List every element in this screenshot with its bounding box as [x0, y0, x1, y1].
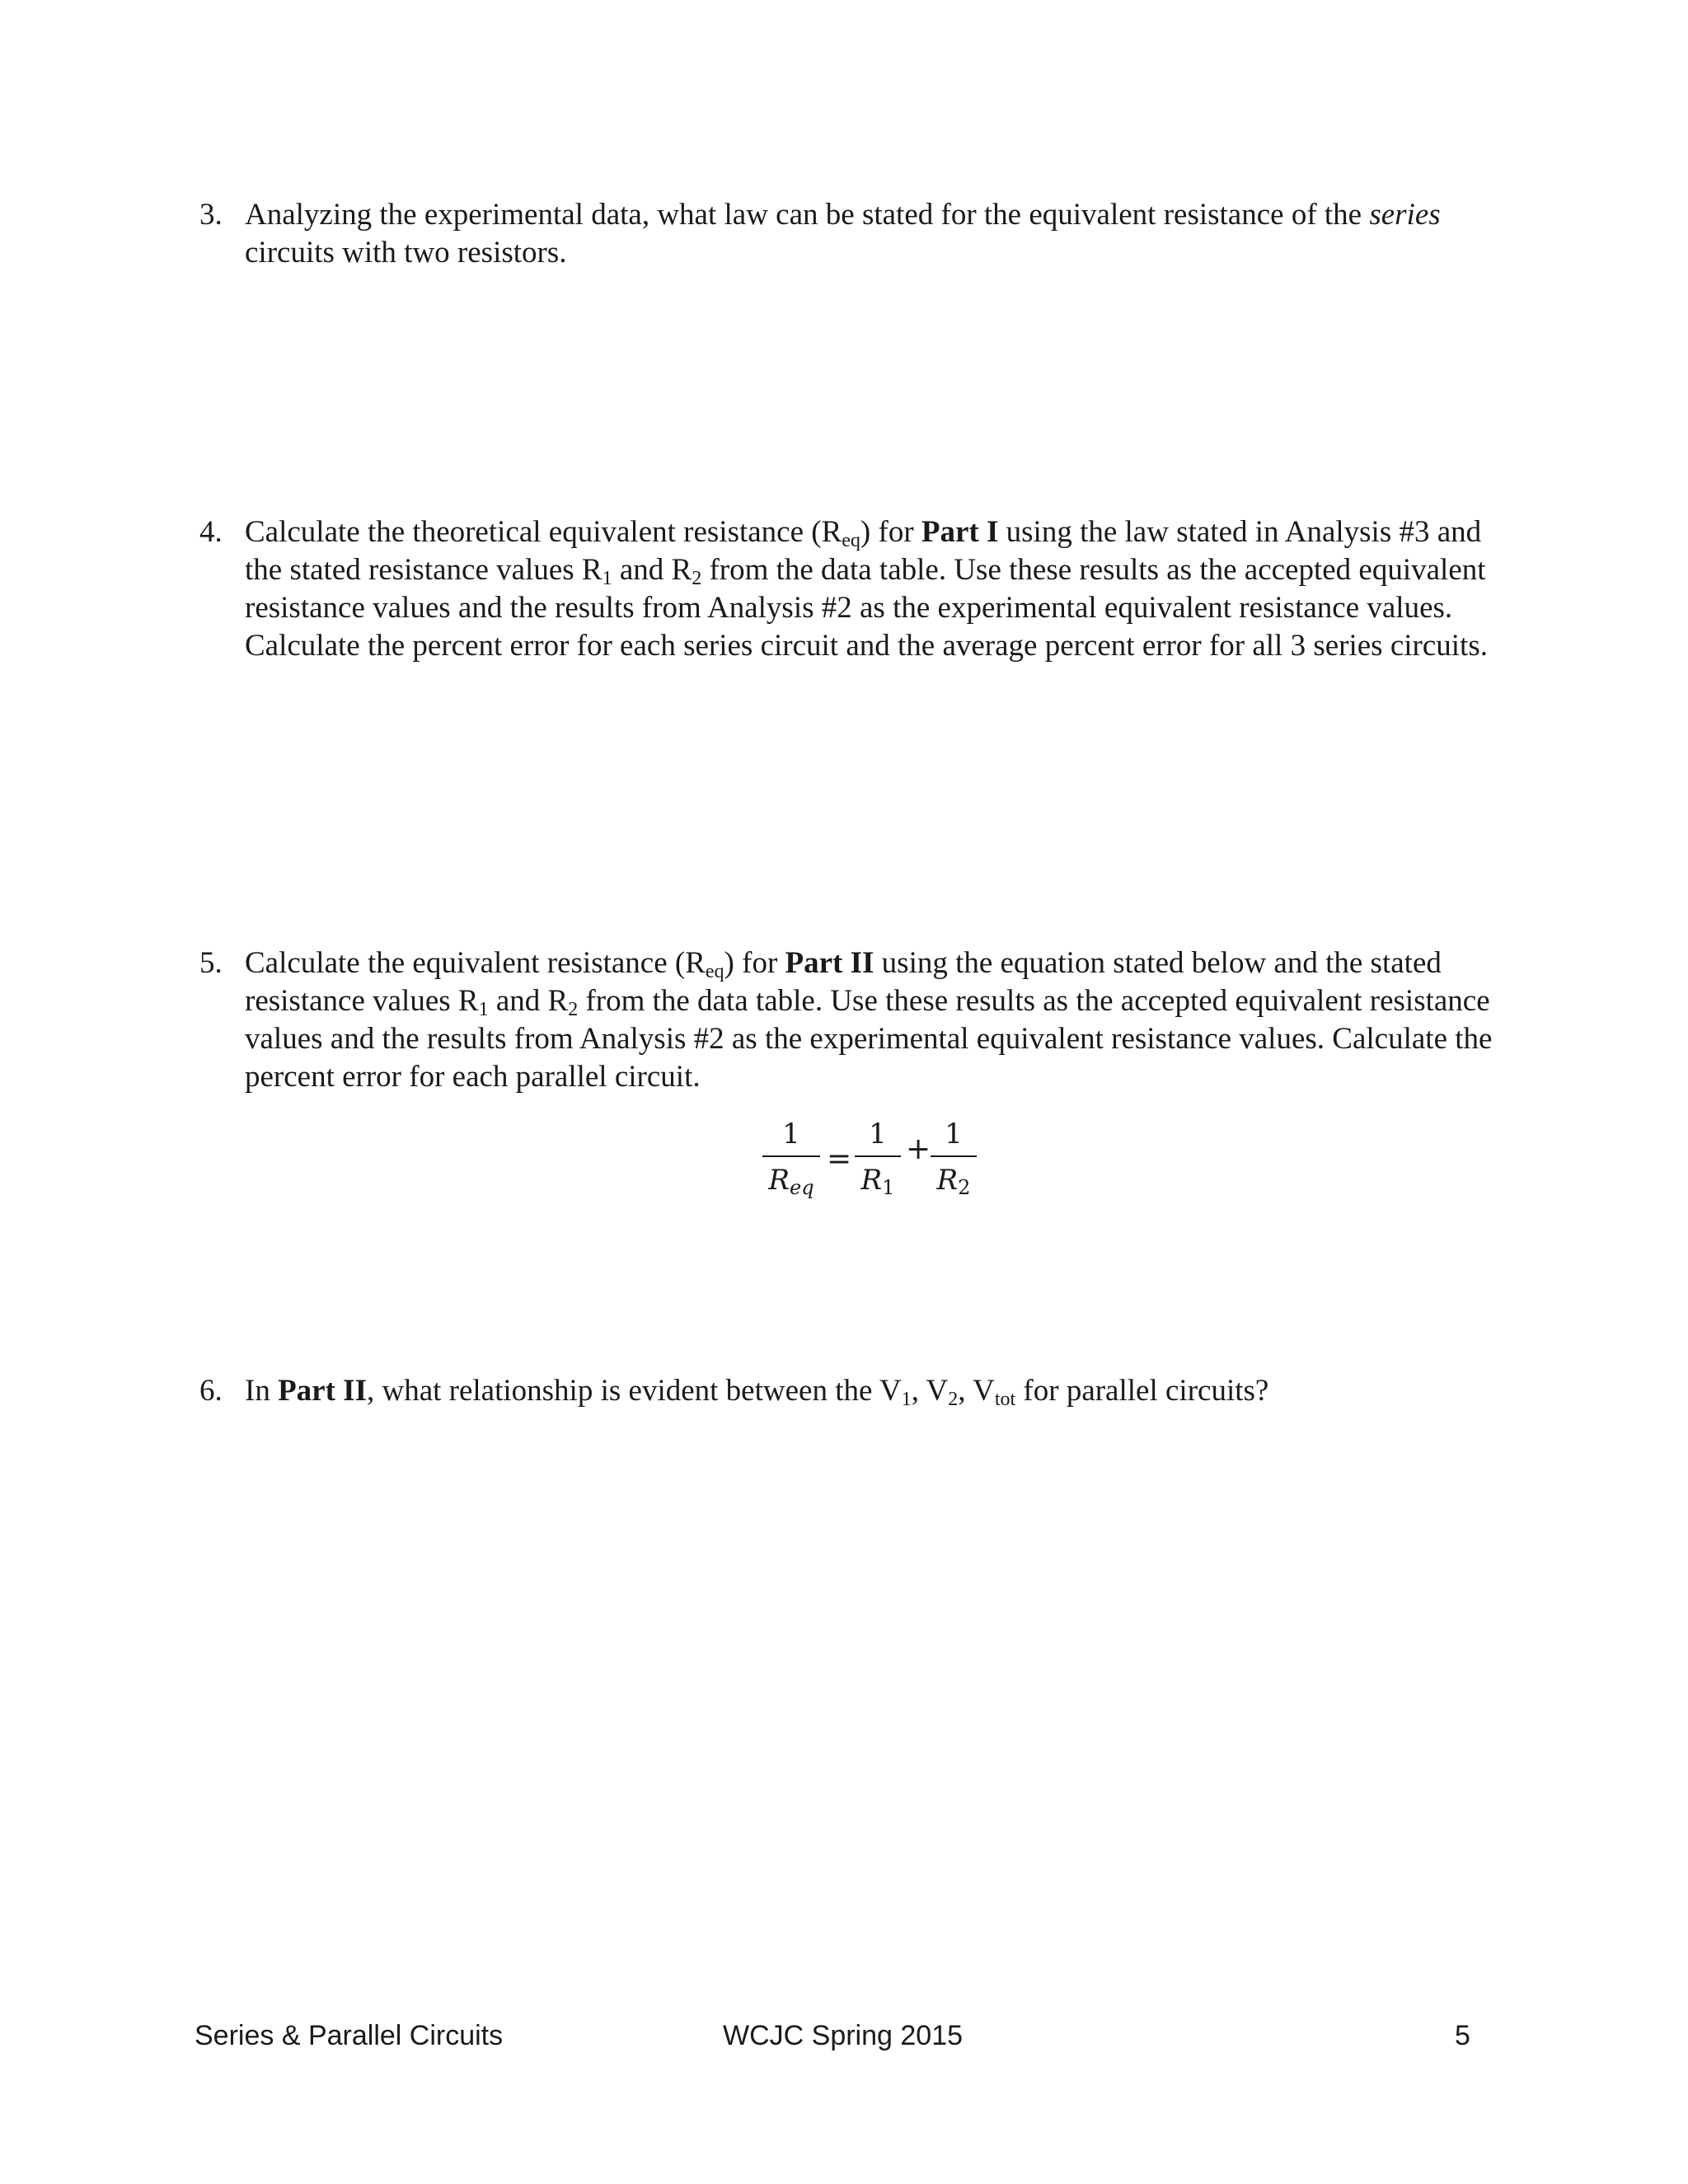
page-number: 5: [1455, 2020, 1470, 2051]
question-text: Calculate the equivalent resistance $(R_{eq})$ for Part II using the equation stated below and the stated resistance values $R_1$ and $R_2$ from the data table. Use these results as the accepted equivalent resistance values and the results from Analysis #2 as the experimental equivalent resistance values. Calculate the percent error for each parallel circuit.: [245, 946, 1493, 1094]
question-number: 4.: [199, 515, 223, 549]
fraction-1-over-r1: 1 R1: [855, 1118, 901, 1198]
fraction-1-over-req: 1 Req: [762, 1118, 820, 1198]
fraction-1-over-r2: 1 R2: [931, 1118, 977, 1198]
fraction-bar: [855, 1155, 901, 1157]
fraction-bar: [762, 1155, 820, 1157]
question-text: In Part II, what relationship is evident between the $V_1$, $V_2$, $V_{tot}$ for parallel circuits?: [245, 1374, 1269, 1410]
footer-course: WCJC Spring 2015: [723, 2020, 964, 2051]
footer-title: Series & Parallel Circuits: [195, 2020, 504, 2051]
question-6: [199, 1372, 1506, 1410]
question-3: [199, 196, 1506, 272]
equals-sign: =: [827, 1142, 852, 1176]
question-number: 3.: [199, 198, 223, 232]
question-number: 6.: [199, 1374, 223, 1408]
fraction-bar: [931, 1155, 977, 1157]
plus-sign: +: [906, 1132, 931, 1166]
question-4: [199, 513, 1506, 665]
question-text: Calculate the theoretical equivalent resistance $(R_{eq})$ for Part I using the law stated in Analysis #3 and the stated resistance values $R_1$ and $R_2$ from the data table. Use these results as the accepted equivalent resistance values and the results from Analysis #2 as the experimental equivalent resistance values. Calculate the percent error for each series circuit and the average percent error for all 3 series circuits.: [245, 515, 1488, 663]
parallel-resistance-equation: [762, 1118, 977, 1216]
question-text: Analyzing the experimental data, what law can be stated for the equivalent resistance of the series circuits with two resistors.: [245, 198, 1441, 269]
question-number: 5.: [199, 946, 223, 980]
question-5: [199, 944, 1506, 1096]
